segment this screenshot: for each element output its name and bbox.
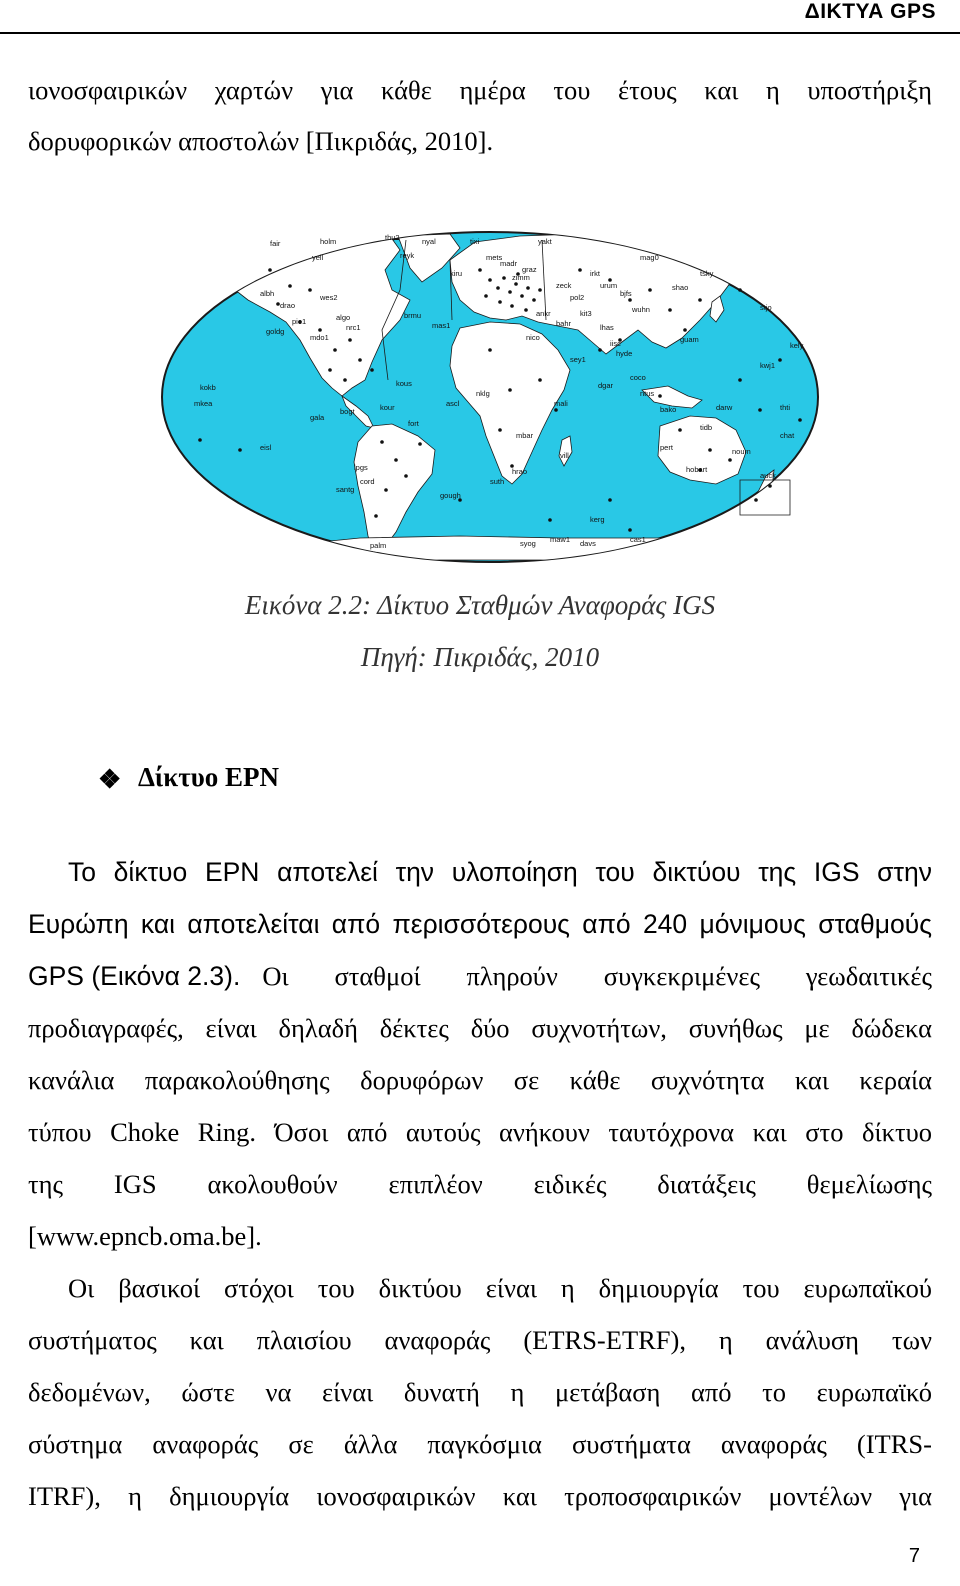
svg-text:tixi: tixi: [470, 237, 480, 246]
svg-text:stjo: stjo: [760, 303, 772, 312]
para1-line-2: Ευρώπη και αποτελείται από περισσότερους από 240 μόνιμους σταθμούς: [28, 909, 932, 939]
para1-line-1: Το δίκτυο EPN αποτελεί την υλοποίηση του δικτύου της IGS στην: [68, 857, 932, 887]
igs-world-map: [160, 230, 820, 565]
svg-text:maw1: maw1: [550, 535, 571, 544]
para1-line-6: τύπου Choke Ring. Όσοι από αυτούς ανήκουν ταυτόχρονα και στο δίκτυο: [28, 1117, 932, 1147]
svg-text:nico: nico: [526, 333, 540, 342]
svg-text:mbar: mbar: [516, 431, 534, 440]
svg-text:gough: gough: [440, 491, 461, 500]
para2-line-2: συστήματος και πλαισίου αναφοράς (ETRS-ETRF), η ανάλυση των: [28, 1325, 932, 1355]
svg-text:ankr: ankr: [536, 309, 551, 318]
svg-text:kour: kour: [380, 403, 395, 412]
svg-text:cord: cord: [360, 477, 375, 486]
svg-text:shao: shao: [672, 283, 689, 292]
svg-text:hyde: hyde: [616, 349, 633, 358]
svg-text:davs: davs: [580, 539, 596, 548]
section-title: Δίκτυο EPN: [138, 762, 279, 792]
para1-line-3: [28, 959, 932, 993]
svg-text:fort: fort: [408, 419, 419, 428]
svg-text:bako: bako: [660, 405, 677, 414]
svg-text:mali: mali: [554, 399, 568, 408]
svg-text:nklg: nklg: [476, 389, 490, 398]
svg-text:nyal: nyal: [422, 237, 436, 246]
svg-text:pert: pert: [660, 443, 673, 452]
para1-line-3a: GPS (Εικόνα 2.3).: [28, 961, 241, 991]
svg-text:mas1: mas1: [432, 321, 451, 330]
svg-text:holm: holm: [320, 237, 337, 246]
svg-text:lhas: lhas: [600, 323, 614, 332]
svg-text:dgar: dgar: [598, 381, 614, 390]
svg-text:lpgs: lpgs: [354, 463, 368, 472]
svg-text:mag0: mag0: [640, 253, 659, 262]
svg-text:kerg: kerg: [590, 515, 605, 524]
svg-text:pol2: pol2: [570, 293, 585, 302]
svg-text:mkea: mkea: [194, 399, 213, 408]
svg-text:palm: palm: [370, 541, 387, 550]
svg-text:irkt: irkt: [590, 269, 600, 278]
svg-text:wuhn: wuhn: [632, 305, 650, 314]
svg-text:ntus: ntus: [640, 389, 655, 398]
svg-text:sey1: sey1: [570, 355, 586, 364]
para2-line-3: δεδομένων, ώστε να είναι δυνατή η μετάβαση από το ευρωπαϊκό: [28, 1377, 932, 1407]
svg-text:albh: albh: [260, 289, 275, 298]
continent-antarctica: [180, 536, 800, 560]
svg-text:ascl: ascl: [446, 399, 460, 408]
para2-line-4: σύστημα αναφοράς σε άλλα παγκόσμια συστήματα αναφοράς (ITRS-: [28, 1429, 932, 1459]
svg-text:drao: drao: [280, 301, 296, 310]
svg-text:eisl: eisl: [260, 443, 272, 452]
svg-text:kwj1: kwj1: [760, 361, 776, 370]
svg-text:nrc1: nrc1: [346, 323, 361, 332]
figure-caption: Εικόνα 2.2: Δίκτυο Σταθμών Αναφοράς IGS: [244, 590, 716, 620]
svg-text:tsky: tsky: [700, 269, 714, 278]
svg-text:noum: noum: [732, 447, 751, 456]
intro-line-2: δορυφορικών αποστολών [Πικριδάς, 2010].: [28, 126, 494, 156]
header-rule: [0, 32, 960, 34]
svg-text:zimm: zimm: [512, 273, 530, 282]
intro-line-1: ιονοσφαιρικών χαρτών για κάθε ημέρα του έτους και η υποστήριξη: [28, 75, 932, 105]
svg-text:kit3: kit3: [580, 309, 592, 318]
svg-text:kely: kely: [790, 341, 804, 350]
para1-line-5: κανάλια παρακολούθησης δορυφόρων σε κάθε συχνότητα και κεραία: [28, 1065, 932, 1095]
svg-text:santg: santg: [336, 485, 355, 494]
svg-text:bjfs: bjfs: [620, 289, 632, 298]
svg-text:tidb: tidb: [700, 423, 713, 432]
figure-source: Πηγή: Πικριδάς, 2010: [360, 642, 600, 672]
svg-text:brmu: brmu: [404, 311, 422, 320]
svg-text:mets: mets: [486, 253, 503, 262]
svg-text:auck: auck: [760, 471, 776, 480]
svg-text:bogt: bogt: [340, 407, 355, 416]
svg-text:urum: urum: [600, 281, 618, 290]
svg-text:zeck: zeck: [556, 281, 572, 290]
svg-text:hobart: hobart: [686, 465, 708, 474]
para1-line-3b: Οι σταθμοί πληρούν συγκεκριμένες γεωδαιτικές: [262, 961, 932, 991]
svg-text:thu2: thu2: [385, 233, 400, 242]
para1-line-8: [www.epncb.oma.be].: [28, 1221, 262, 1251]
svg-text:kokb: kokb: [200, 383, 216, 392]
svg-text:fair: fair: [270, 239, 281, 248]
svg-text:graz: graz: [522, 265, 537, 274]
svg-text:syog: syog: [520, 539, 536, 548]
bullet-diamond-icon: ❖: [98, 765, 122, 795]
svg-text:coco: coco: [630, 373, 646, 382]
svg-text:goldg: goldg: [266, 327, 285, 336]
svg-text:mdo1: mdo1: [310, 333, 329, 342]
svg-text:chat: chat: [780, 431, 795, 440]
svg-text:madr: madr: [500, 259, 518, 268]
svg-text:kous: kous: [396, 379, 412, 388]
svg-text:kiru: kiru: [450, 269, 463, 278]
svg-text:yakt: yakt: [538, 237, 552, 246]
page-number: 7: [908, 1545, 920, 1567]
svg-text:yell: yell: [312, 253, 324, 262]
para1-line-7: της IGS ακολουθούν επιπλέον ειδικές διατάξεις θεμελίωσης: [28, 1169, 932, 1199]
svg-text:iisc: iisc: [610, 339, 621, 348]
svg-text:wes2: wes2: [320, 293, 338, 302]
svg-text:darw: darw: [716, 403, 733, 412]
svg-text:thti: thti: [780, 403, 791, 412]
para2-line-1: Οι βασικοί στόχοι του δικτύου είναι η δημιουργία του ευρωπαϊκού: [68, 1273, 932, 1303]
para1-line-4: προδιαγραφές, είναι δηλαδή δέκτες δύο συχνοτήτων, συνήθως με δώδεκα: [28, 1013, 932, 1043]
svg-text:bahr: bahr: [556, 319, 572, 328]
svg-text:pie1: pie1: [292, 317, 307, 326]
svg-text:cas1: cas1: [630, 535, 646, 544]
svg-text:guam: guam: [680, 335, 699, 344]
svg-text:gala: gala: [310, 413, 325, 422]
running-header: ΔΙΚΤΥΑ GPS: [804, 0, 936, 23]
svg-text:vill: vill: [560, 451, 569, 460]
svg-text:suth: suth: [490, 477, 505, 486]
svg-text:reyk: reyk: [400, 251, 415, 260]
svg-text:algo: algo: [336, 313, 351, 322]
para2-line-5: ITRF), η δημιουργία ιονοσφαιρικών και τροποσφαιρικών μοντέλων για: [28, 1481, 932, 1511]
svg-text:hrao: hrao: [512, 467, 528, 476]
